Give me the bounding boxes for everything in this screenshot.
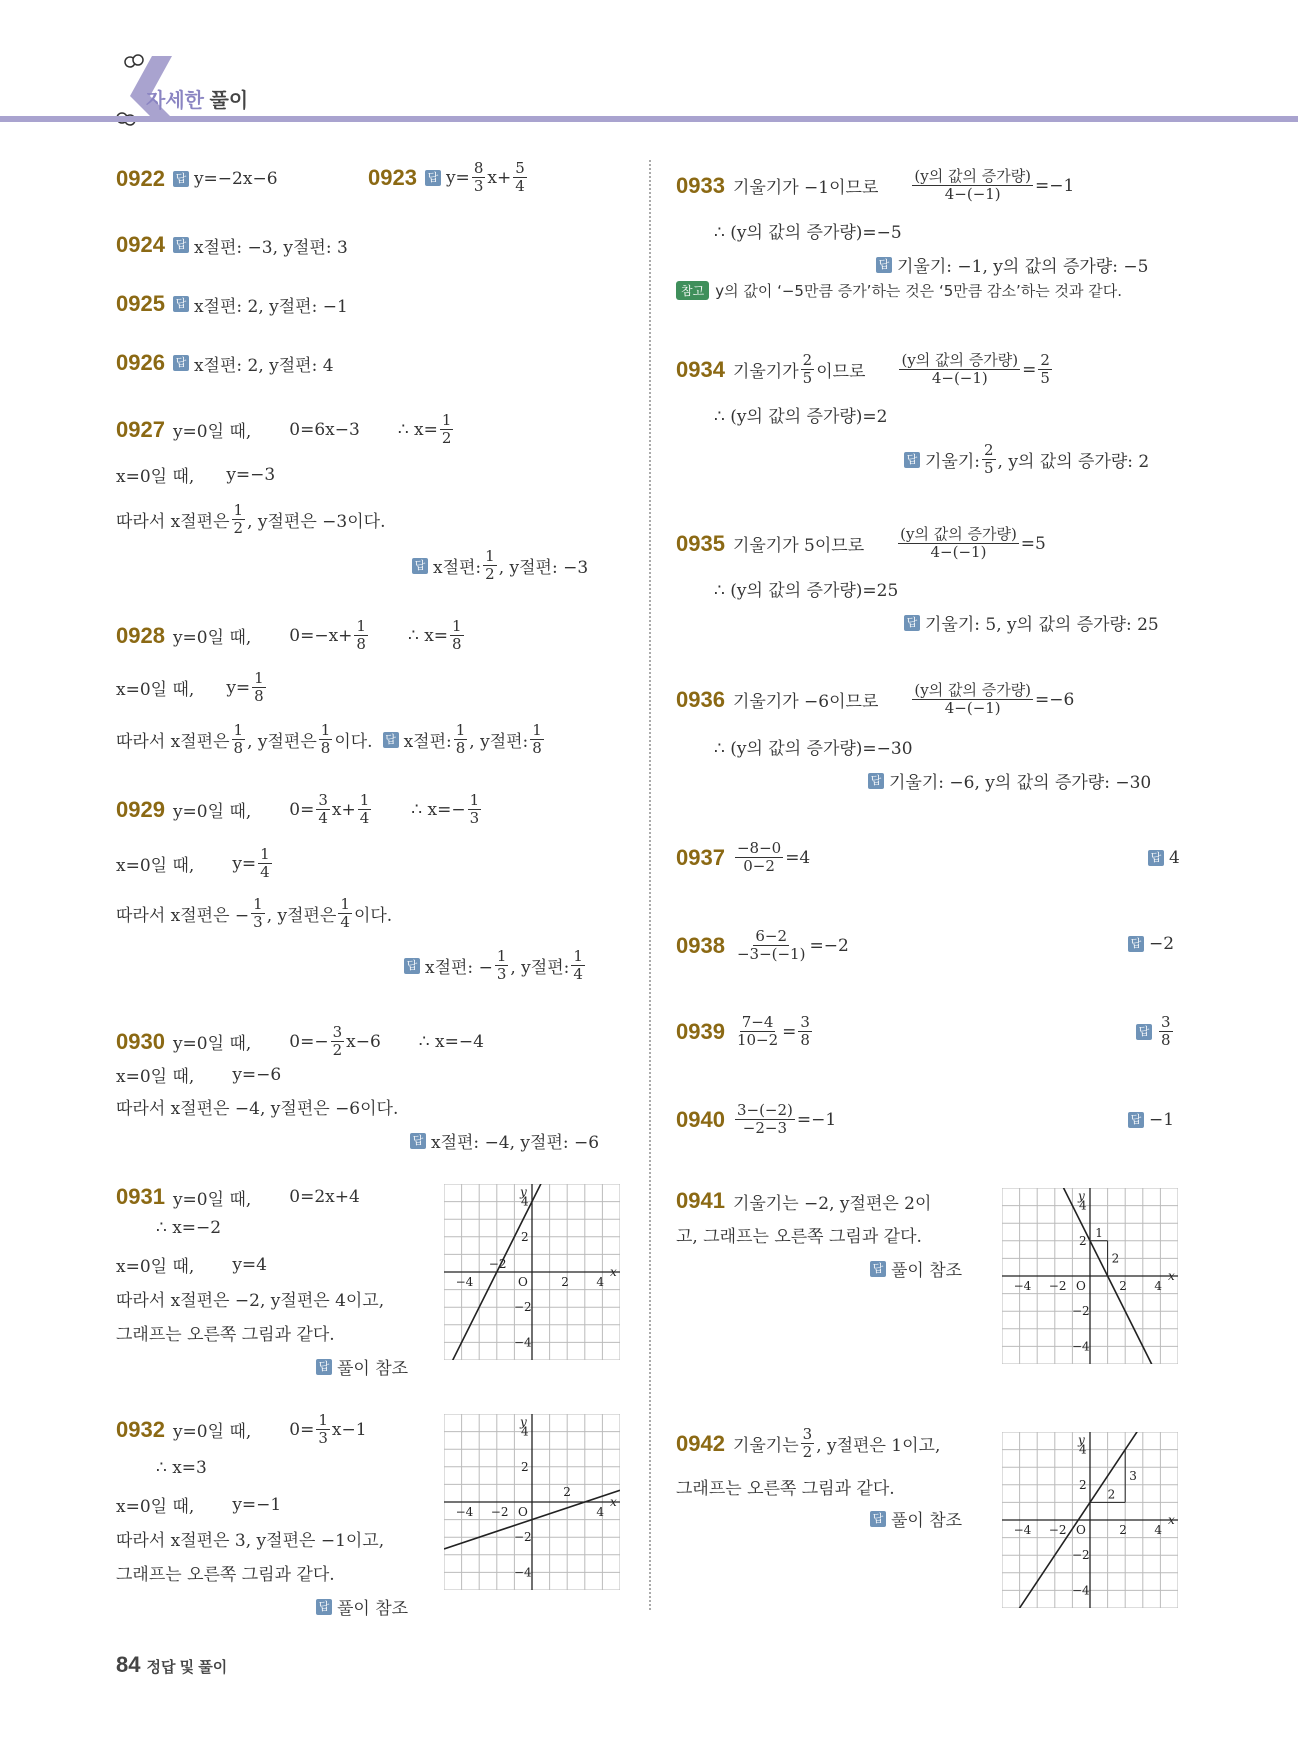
x-intercept-label: −2 bbox=[488, 1257, 507, 1271]
answer-text: y=−2x−6 bbox=[193, 169, 278, 189]
x-tick-label: −4 bbox=[1013, 1279, 1032, 1293]
x-tick-label: −4 bbox=[455, 1505, 474, 1519]
origin-label: O bbox=[518, 1505, 528, 1519]
problem-0934-line2: ∴ (y의 값의 증가량)=2 bbox=[714, 407, 888, 427]
problem-0939: 0939 $\frac{7-4}{10-2}$ = $\frac{3}{8}$ bbox=[676, 1013, 810, 1050]
problem-0931-line5: 그래프는 오른쪽 그림과 같다. bbox=[116, 1325, 335, 1345]
rise-label: 2 bbox=[1111, 1251, 1120, 1266]
y-tick-label: 2 bbox=[1079, 1477, 1087, 1492]
problem-0934-answer: 답 기울기: $\frac{2}{5}$ , y의 값의 증가량: 2 bbox=[904, 442, 1149, 478]
x-tick-label: 2 bbox=[1119, 1523, 1127, 1537]
problem-number: 0922 bbox=[116, 166, 165, 191]
problem-0933-answer: 답 기울기: −1, y의 값의 증가량: −5 bbox=[876, 252, 1148, 277]
origin-label: O bbox=[1076, 1279, 1086, 1293]
x-tick-label: 4 bbox=[596, 1505, 605, 1519]
problem-0933-note: 참고 y의 값이 ‘−5만큼 증가’하는 것은 ‘5만큼 감소’하는 것과 같다. bbox=[676, 280, 1122, 301]
problem-0938: 0938 $\frac{6-2}{-3-(-1)}$ =−2 bbox=[676, 927, 849, 964]
problem-0932-line3: x=0일 때, y=−1 bbox=[116, 1494, 282, 1517]
x-axis-label: x bbox=[610, 1265, 617, 1279]
x-tick-label: −2 bbox=[490, 1505, 509, 1519]
problem-0929-line1: 0929 y=0일 때, 0= $\frac{3}{4}$ x+ $\frac{1}{4}$ ∴ x=− $\frac{1}{3}$ bbox=[116, 791, 480, 828]
problem-0935-line2: ∴ (y의 값의 증가량)=25 bbox=[714, 581, 899, 601]
x-tick-label: 4 bbox=[1154, 1523, 1163, 1537]
graph-0932 bbox=[444, 1414, 620, 1590]
answer-badge: 답 bbox=[425, 170, 441, 186]
x-axis-label: x bbox=[610, 1495, 617, 1509]
problem-0931-line4: 따라서 x절편은 −2, y절편은 4이고, bbox=[116, 1291, 385, 1311]
problem-0942-line1: 0942 기울기는 $\frac{3}{2}$ , y절편은 1이고, bbox=[676, 1425, 941, 1462]
problem-0935-answer: 답 기울기: 5, y의 값의 증가량: 25 bbox=[904, 610, 1159, 635]
y-tick-label: 4 bbox=[521, 1194, 529, 1209]
y-axis-label: y bbox=[1078, 1189, 1085, 1203]
problem-0930-line3: 따라서 x절편은 −4, y절편은 −6이다. bbox=[116, 1099, 399, 1119]
problem-0931-answer: 답 풀이 참조 bbox=[316, 1354, 408, 1379]
problem-0935-line1: 0935 기울기가 5이므로 $\frac{\text{(y의 값의 증가량)}}{4-(-1)}$ =5 bbox=[676, 525, 1046, 562]
x-tick-label: 2 bbox=[561, 1275, 569, 1289]
graph-0941 bbox=[1002, 1188, 1178, 1364]
y-axis-label: y bbox=[520, 1185, 527, 1199]
problem-0930-line2: x=0일 때, y=−6 bbox=[116, 1064, 282, 1087]
y-tick-label: 2 bbox=[521, 1229, 529, 1244]
x-tick-label: 4 bbox=[596, 1275, 605, 1289]
problem-0927-line1: 0927 y=0일 때, 0=6x−3 ∴ x= $\frac{1}{2}$ bbox=[116, 411, 452, 448]
problem-0941-line1: 0941 기울기는 −2, y절편은 2이 bbox=[676, 1188, 932, 1214]
problem-0929-answer: 답 x절편: − $\frac{1}{3}$ , y절편: $\frac{1}{4}$ bbox=[404, 948, 587, 984]
problem-number: 0923 bbox=[368, 164, 417, 190]
fraction: $\frac{8}{3}$ bbox=[473, 159, 484, 196]
x-axis-label: x bbox=[1168, 1269, 1175, 1283]
y-axis-label: y bbox=[1078, 1433, 1085, 1447]
problem-0934-line1: 0934 기울기가 $\frac{2}{5}$ 이므로 $\frac{\text{(y의 값의 증가량)}}{4-(-1)}$ = $\frac{2}{5}$ bbox=[676, 351, 1050, 388]
x-tick-label: −2 bbox=[1048, 1279, 1067, 1293]
footer-label: 정답 및 풀이 bbox=[146, 1659, 228, 1676]
problem-0926: 0926 답 x절편: 2, y절편: 4 bbox=[116, 350, 334, 376]
problem-0923: 0923 답 y= $\frac{8}{3}$ x+ $\frac{5}{4}$ bbox=[368, 159, 525, 196]
problem-0928-line2: x=0일 때, y= $\frac{1}{8}$ bbox=[116, 669, 264, 706]
problem-0932-line2: ∴ x=3 bbox=[156, 1458, 207, 1478]
graph-0931 bbox=[444, 1184, 620, 1360]
y-tick-label: −2 bbox=[1072, 1304, 1090, 1319]
y-tick-label: −2 bbox=[514, 1300, 532, 1315]
note-badge: 참고 bbox=[676, 281, 709, 300]
graph-0942 bbox=[1002, 1432, 1178, 1608]
problem-0940: 0940 $\frac{3-(-2)}{-2-3}$ =−1 bbox=[676, 1101, 837, 1138]
problem-0928-line1: 0928 y=0일 때, 0=−x+ $\frac{1}{8}$ ∴ x= $\frac{1}{8}$ bbox=[116, 617, 462, 654]
x-tick-label: −4 bbox=[455, 1275, 474, 1289]
y-tick-label: −4 bbox=[514, 1565, 532, 1580]
problem-0940-answer: 답 −1 bbox=[1128, 1110, 1174, 1130]
y-tick-label: 4 bbox=[521, 1424, 529, 1439]
page-number: 84 bbox=[116, 1652, 141, 1677]
problem-0932-line5: 그래프는 오른쪽 그림과 같다. bbox=[116, 1565, 335, 1585]
answer-badge: 답 bbox=[173, 171, 189, 187]
problem-0933-line2: ∴ (y의 값의 증가량)=−5 bbox=[714, 223, 902, 243]
problem-0930-line1: 0930 y=0일 때, 0=− $\frac{3}{2}$ x−6 ∴ x=−4 bbox=[116, 1023, 484, 1060]
page-header-title: 자세한 풀이 bbox=[146, 90, 249, 112]
problem-0937: 0937 $\frac{-8-0}{0-2}$ =4 bbox=[676, 839, 811, 876]
y-tick-label: 2 bbox=[1079, 1233, 1087, 1248]
run-label: 1 bbox=[1095, 1225, 1103, 1240]
problem-0931-line3: x=0일 때, y=4 bbox=[116, 1254, 267, 1277]
problem-0927-line3: 따라서 x절편은 $\frac{1}{2}$ , y절편은 −3이다. bbox=[116, 501, 386, 538]
x-tick-label: 2 bbox=[1119, 1279, 1127, 1293]
x-tick-label: −2 bbox=[1048, 1523, 1067, 1537]
problem-0929-line2: x=0일 때, y= $\frac{1}{4}$ bbox=[116, 845, 270, 882]
y-tick-label: −4 bbox=[1072, 1339, 1090, 1354]
problem-0925: 0925 답 x절편: 2, y절편: −1 bbox=[116, 291, 348, 317]
problem-0922 bbox=[116, 166, 278, 192]
problem-0931-line1: 0931 y=0일 때, 0=2x+4 bbox=[116, 1184, 360, 1210]
header-rule bbox=[0, 116, 1298, 122]
problem-0928-line3: 따라서 x절편은 $\frac{1}{8}$ , y절편은 $\frac{1}{8}$ 이다. 답 x절편: $\frac{1}{8}$ , y절편: $\frac{1}{8}$ bbox=[116, 721, 542, 758]
rise-label: 3 bbox=[1129, 1469, 1137, 1483]
y-tick-label: −4 bbox=[514, 1335, 532, 1350]
problem-0932-line1: 0932 y=0일 때, 0= $\frac{1}{3}$ x−1 bbox=[116, 1411, 367, 1448]
x-tick-label: 4 bbox=[1154, 1279, 1163, 1293]
y-tick-label: 4 bbox=[1079, 1442, 1087, 1457]
problem-0941-line2: 고, 그래프는 오른쪽 그림과 같다. bbox=[676, 1227, 922, 1247]
problem-0927-line2: x=0일 때, y=−3 bbox=[116, 464, 276, 487]
problem-0939-answer: 답 $\frac{3}{8}$ bbox=[1136, 1014, 1175, 1050]
point-label: 2 bbox=[563, 1485, 571, 1499]
fraction: $\frac{5}{4}$ bbox=[515, 159, 525, 196]
problem-0932-line4: 따라서 x절편은 3, y절편은 −1이고, bbox=[116, 1531, 385, 1551]
problem-0942-answer: 답 풀이 참조 bbox=[870, 1506, 962, 1531]
y-tick-label: −2 bbox=[1072, 1548, 1090, 1563]
problem-0929-line3: 따라서 x절편은 − $\frac{1}{3}$ , y절편은 $\frac{1}{4}$ 이다. bbox=[116, 895, 393, 932]
problem-0931-line2: ∴ x=−2 bbox=[156, 1218, 222, 1238]
problem-0936-line2: ∴ (y의 값의 증가량)=−30 bbox=[714, 739, 913, 759]
y-tick-label: 2 bbox=[521, 1459, 529, 1474]
page-footer bbox=[116, 1652, 227, 1678]
column-divider bbox=[649, 160, 651, 1610]
origin-label: O bbox=[518, 1275, 528, 1289]
y-tick-label: 4 bbox=[1079, 1198, 1087, 1213]
y-axis-label: y bbox=[520, 1415, 527, 1429]
problem-0941-answer: 답 풀이 참조 bbox=[870, 1256, 962, 1281]
x-axis-label: x bbox=[1168, 1513, 1175, 1527]
problem-0927-answer: 답 x절편: $\frac{1}{2}$ , y절편: −3 bbox=[412, 548, 588, 584]
problem-0930-answer: 답 x절편: −4, y절편: −6 bbox=[410, 1128, 599, 1153]
problem-0938-answer: 답 −2 bbox=[1128, 934, 1174, 954]
run-label: 2 bbox=[1107, 1487, 1116, 1502]
problem-0936-answer: 답 기울기: −6, y의 값의 증가량: −30 bbox=[868, 768, 1151, 793]
problem-0924: 0924 답 x절편: −3, y절편: 3 bbox=[116, 232, 348, 258]
x-tick-label: −4 bbox=[1013, 1523, 1032, 1537]
problem-0933-line1: 0933 기울기가 −1이므로 $\frac{\text{(y의 값의 증가량)}}{4-(-1)}$ =−1 bbox=[676, 167, 1075, 204]
y-tick-label: −2 bbox=[514, 1530, 532, 1545]
problem-0932-answer: 답 풀이 참조 bbox=[316, 1594, 408, 1619]
y-tick-label: −4 bbox=[1072, 1583, 1090, 1598]
problem-0937-answer: 답 4 bbox=[1148, 848, 1180, 868]
problem-0936-line1: 0936 기울기가 −6이므로 $\frac{\text{(y의 값의 증가량)}}{4-(-1)}$ =−6 bbox=[676, 681, 1075, 718]
problem-0942-line2: 그래프는 오른쪽 그림과 같다. bbox=[676, 1479, 895, 1499]
origin-label: O bbox=[1076, 1523, 1086, 1537]
